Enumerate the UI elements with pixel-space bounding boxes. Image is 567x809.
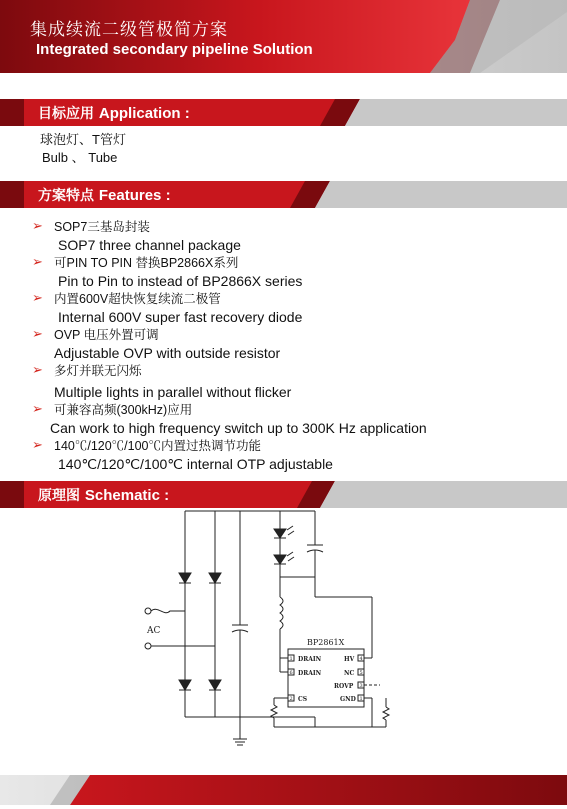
schematic-heading-cn: 原理图 bbox=[38, 488, 80, 504]
features-section-bar bbox=[0, 181, 567, 208]
bridge-diode bbox=[179, 680, 191, 690]
ac-terminal bbox=[145, 608, 151, 614]
pin-label: HV bbox=[344, 656, 355, 663]
feature-cn: OVP 电压外置可调 bbox=[54, 328, 159, 342]
application-section-bar bbox=[0, 99, 567, 126]
features-heading-en: Features : bbox=[98, 187, 171, 204]
led-icon bbox=[274, 526, 294, 538]
feature-cn: 可兼容高频(300kHz)应用 bbox=[54, 403, 193, 417]
pin-number: 1 bbox=[289, 656, 293, 662]
pin-label: NC bbox=[344, 670, 355, 677]
feature-en: Can work to high frequency switch up to 300K Hz application bbox=[50, 420, 427, 436]
footer-banner-graphic bbox=[0, 775, 567, 805]
arrow-bullet-icon: ➢ bbox=[32, 327, 43, 342]
bridge-diode bbox=[209, 573, 221, 583]
page-title-en: Integrated secondary pipeline Solution bbox=[36, 41, 313, 58]
feature-cn: 内置600V超快恢复续流二极管 bbox=[54, 292, 221, 306]
pin-label: DRAIN bbox=[298, 656, 322, 663]
pin-number: 1 bbox=[359, 696, 363, 702]
features-list bbox=[32, 218, 552, 473]
resistor bbox=[383, 707, 389, 720]
features-heading bbox=[38, 185, 171, 205]
pin-number: 4 bbox=[359, 656, 363, 662]
feature-item bbox=[32, 326, 552, 362]
ic-name: BP2861X bbox=[307, 638, 345, 647]
schematic-section-bar bbox=[0, 481, 567, 508]
ac-terminal bbox=[145, 643, 151, 649]
feature-item bbox=[32, 254, 552, 290]
feature-item bbox=[32, 401, 552, 437]
pin-label: DRAIN bbox=[298, 670, 322, 677]
resistor bbox=[271, 705, 277, 718]
pin-number: 3 bbox=[359, 683, 363, 689]
schematic-diagram bbox=[140, 507, 400, 752]
arrow-bullet-icon: ➢ bbox=[32, 438, 43, 453]
feature-en: SOP7 three channel package bbox=[58, 237, 241, 253]
features-heading-cn: 方案特点 bbox=[38, 188, 94, 204]
pin-number: 5 bbox=[359, 670, 363, 676]
arrow-bullet-icon: ➢ bbox=[32, 291, 43, 306]
arrow-bullet-icon: ➢ bbox=[32, 363, 43, 378]
application-heading bbox=[38, 103, 190, 123]
feature-en: 140℃/120℃/100℃ internal OTP adjustable bbox=[58, 456, 333, 472]
feature-cn: 可PIN TO PIN 替换BP2866X系列 bbox=[54, 256, 239, 270]
pin-label: CS bbox=[298, 696, 308, 703]
schematic-heading bbox=[38, 485, 169, 505]
feature-item bbox=[32, 290, 552, 326]
pin-label: ROVP bbox=[334, 683, 354, 690]
application-heading-cn: 目标应用 bbox=[38, 106, 94, 122]
schematic-heading-en: Schematic : bbox=[84, 487, 170, 504]
bridge-diode bbox=[179, 573, 191, 583]
bridge-diode bbox=[209, 680, 221, 690]
feature-cn: 140℃/120℃/100℃内置过热调节功能 bbox=[54, 439, 262, 453]
page-footer bbox=[0, 775, 567, 805]
feature-cn: SOP7三基岛封装 bbox=[54, 220, 150, 234]
feature-item bbox=[32, 218, 552, 254]
feature-en: Adjustable OVP with outside resistor bbox=[54, 345, 281, 361]
application-line-cn: 球泡灯、T管灯 bbox=[40, 132, 126, 147]
ac-label: AC bbox=[147, 626, 161, 636]
feature-en: Multiple lights in parallel without flicker bbox=[54, 384, 292, 400]
arrow-bullet-icon: ➢ bbox=[32, 255, 43, 270]
pin-number: 2 bbox=[289, 696, 293, 702]
feature-item bbox=[32, 437, 552, 473]
application-line-en: Bulb 、 Tube bbox=[42, 150, 118, 165]
led-icon bbox=[274, 552, 294, 564]
inductor bbox=[280, 597, 283, 629]
feature-cn: 多灯并联无闪烁 bbox=[54, 364, 142, 378]
arrow-bullet-icon: ➢ bbox=[32, 219, 43, 234]
pin-label: GND bbox=[340, 696, 356, 703]
pin-number: 6 bbox=[289, 670, 293, 676]
feature-en: Pin to Pin to instead of BP2866X series bbox=[58, 273, 303, 289]
feature-item bbox=[32, 362, 552, 401]
feature-en: Internal 600V super fast recovery diode bbox=[58, 309, 303, 325]
page-header bbox=[0, 0, 567, 73]
application-heading-en: Application : bbox=[98, 105, 190, 122]
arrow-bullet-icon: ➢ bbox=[32, 402, 43, 417]
page-title-cn: 集成续流二级管极简方案 bbox=[30, 20, 228, 40]
